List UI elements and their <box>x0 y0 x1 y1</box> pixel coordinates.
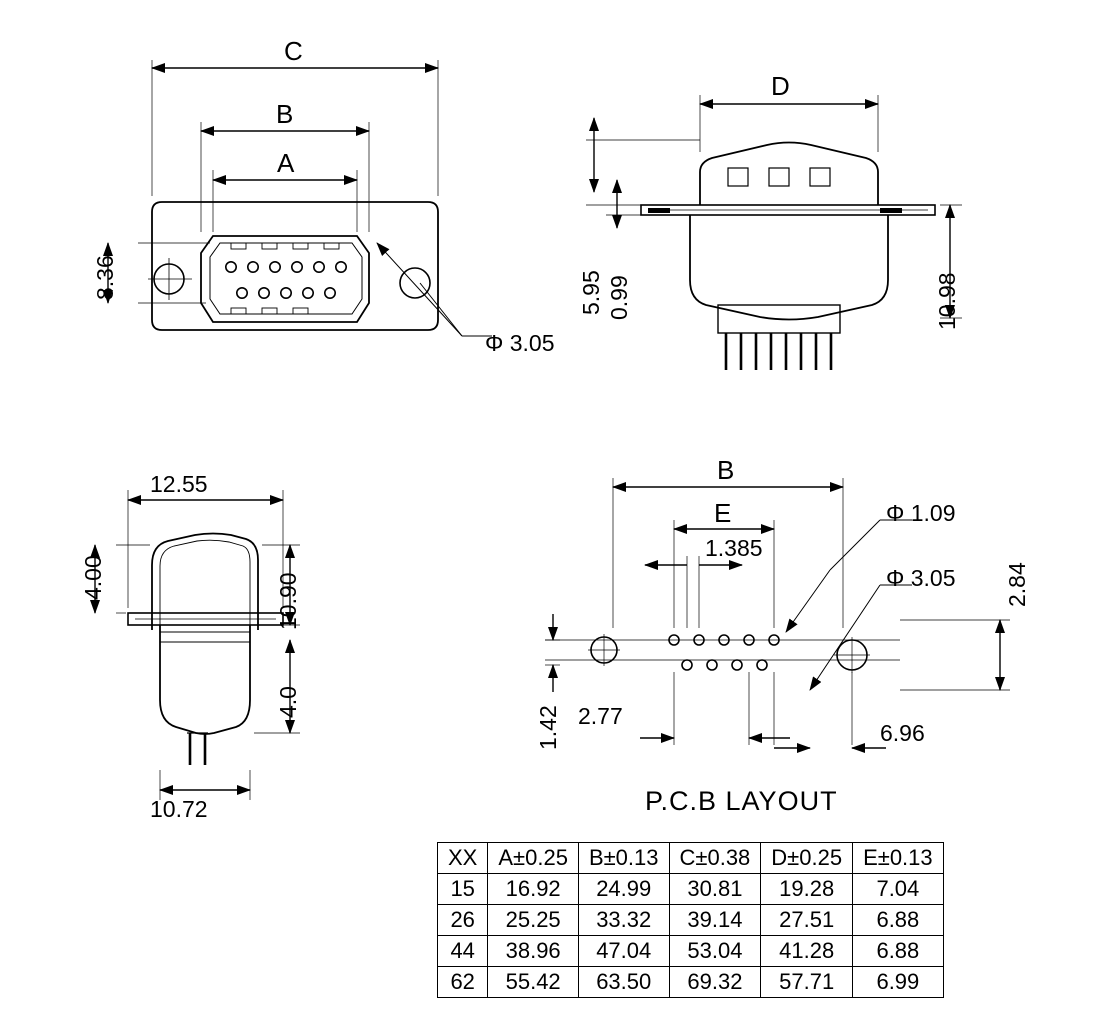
table-cell: 25.25 <box>488 905 579 936</box>
dim-label-top-5-95: 5.95 <box>578 270 604 315</box>
table-cell: 15 <box>438 874 488 905</box>
dim-label-pcb-1-42: 1.42 <box>535 705 561 750</box>
dim-label-pcb-E: E <box>714 498 732 528</box>
table-header-cell: C±0.38 <box>669 843 761 874</box>
table-cell: 7.04 <box>853 874 944 905</box>
table-cell: 19.28 <box>761 874 853 905</box>
dim-label-side-10-72: 10.72 <box>150 796 208 822</box>
side-view-geometry <box>128 534 283 766</box>
table-cell: 47.04 <box>578 936 669 967</box>
table-header-cell: E±0.13 <box>853 843 944 874</box>
top-view-geometry <box>641 143 935 371</box>
dim-label-pcb-phi-3-05: Φ 3.05 <box>886 565 956 591</box>
dimension-table <box>437 842 944 998</box>
pcb-layout-title: P.C.B LAYOUT <box>645 786 838 816</box>
dim-label-front-B: B <box>276 99 294 129</box>
table-cell: 24.99 <box>578 874 669 905</box>
table-cell: 39.14 <box>669 905 761 936</box>
dim-label-pcb-6-96: 6.96 <box>880 720 925 746</box>
dim-label-front-phi-3-05: Φ 3.05 <box>485 330 555 356</box>
table-cell: 53.04 <box>669 936 761 967</box>
table-cell: 30.81 <box>669 874 761 905</box>
dim-label-pcb-2-77: 2.77 <box>578 703 623 729</box>
dim-label-pcb-1-385: 1.385 <box>705 535 763 561</box>
front-view-geometry <box>148 202 438 330</box>
table-cell: 38.96 <box>488 936 579 967</box>
dim-label-top-0-99: 0.99 <box>606 275 632 320</box>
dim-label-top-10-98: 10.98 <box>934 272 960 330</box>
table-cell: 27.51 <box>761 905 853 936</box>
table-row <box>438 967 944 998</box>
dim-label-front-8-36: 8.36 <box>92 255 118 300</box>
table-cell: 6.99 <box>853 967 944 998</box>
table-cell: 33.32 <box>578 905 669 936</box>
table-cell: 55.42 <box>488 967 579 998</box>
table-cell: 26 <box>438 905 488 936</box>
table-cell: 41.28 <box>761 936 853 967</box>
dim-label-side-10-90: 10.90 <box>275 572 301 630</box>
table-header-cell: XX <box>438 843 488 874</box>
dim-label-pcb-B: B <box>717 455 735 485</box>
pcb-layout-geometry <box>545 634 900 673</box>
table-cell: 6.88 <box>853 936 944 967</box>
table-header-cell: B±0.13 <box>578 843 669 874</box>
table-cell: 44 <box>438 936 488 967</box>
table-row <box>438 905 944 936</box>
table-header-cell: D±0.25 <box>761 843 853 874</box>
table-row <box>438 936 944 967</box>
table-cell: 57.71 <box>761 967 853 998</box>
dim-label-pcb-2-84: 2.84 <box>1004 562 1030 607</box>
table-row <box>438 874 944 905</box>
dim-label-side-12-55: 12.55 <box>150 471 208 497</box>
dim-label-pcb-phi-1-09: Φ 1.09 <box>886 500 956 526</box>
dim-label-side-4-00: 4.00 <box>80 555 106 600</box>
table-cell: 6.88 <box>853 905 944 936</box>
table-header-cell: A±0.25 <box>488 843 579 874</box>
table-cell: 16.92 <box>488 874 579 905</box>
dim-label-side-4-0: 4.0 <box>275 686 301 718</box>
table-cell: 63.50 <box>578 967 669 998</box>
dim-label-front-C: C <box>284 36 303 66</box>
dim-label-front-A: A <box>277 148 295 178</box>
table-cell: 62 <box>438 967 488 998</box>
dim-label-top-D: D <box>771 71 790 101</box>
table-cell: 69.32 <box>669 967 761 998</box>
table-header-row <box>438 843 944 874</box>
